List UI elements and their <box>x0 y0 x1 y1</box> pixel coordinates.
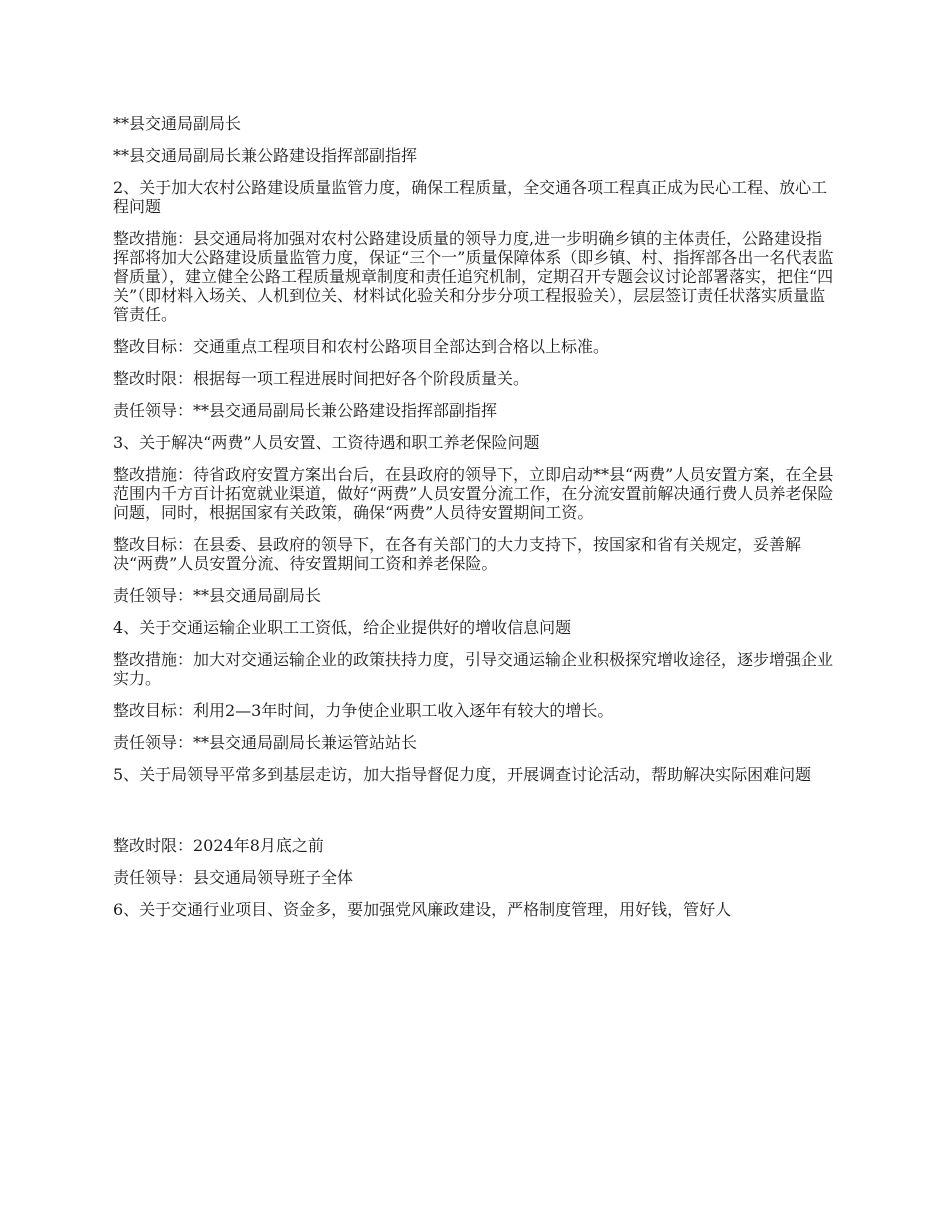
issue-4-leader: 责任领导：**县交通局副局长兼运管站站长 <box>113 733 418 752</box>
issue-4-goal: 整改目标：利用2—3年时间，力争使企业职工收入逐年有较大的增长。 <box>113 701 614 720</box>
issue-heading-5: 5、关于局领导平常多到基层走访，加大指导督促力度，开展调查讨论活动，帮助解决实际困难问题 <box>113 765 812 784</box>
issue-2-measures: 整改措施：县交通局将加强对农村公路建设质量的领导力度,进一步明确乡镇的主体责任，公路建设指挥部将加大公路建设质量监管力度，保证“三个一”质量保障体系（即乡镇、村、指挥部各出一名代表监督质量），建立健全公路工程质量规章制度和责任追究机制，定期召开专题会议讨论部署落实，把住“四关”（即材料入场关、人机到位关、材料试化验关和分步分项工程报验关），层层签订责任状落实质量监管责任。 <box>113 229 834 324</box>
leader-title-2: **县交通局副局长兼公路建设指挥部副指挥 <box>113 146 418 165</box>
issue-2-deadline: 整改时限：根据每一项工程进展时间把好各个阶段质量关。 <box>113 369 530 388</box>
issue-3-goal: 整改目标：在县委、县政府的领导下，在各有关部门的大力支持下，按国家和省有关规定，妥善解决“两费”人员安置分流、待安置期间工资和养老保险。 <box>113 535 802 573</box>
issue-5-deadline: 整改时限：2024年8月底之前 <box>113 836 324 855</box>
document-body <box>113 114 838 932</box>
issue-4-measures: 整改措施：加大对交通运输企业的政策扶持力度，引导交通运输企业积极探究增收途径，逐步增强企业实力。 <box>113 650 834 688</box>
issue-heading-6: 6、关于交通行业项目、资金多，要加强党风廉政建设，严格制度管理，用好钱，管好人 <box>113 900 732 919</box>
issue-3-leader: 责任领导：**县交通局副局长 <box>113 586 322 605</box>
issue-heading-3: 3、关于解决“两费”人员安置、工资待遇和职工养老保险问题 <box>113 433 540 452</box>
issue-heading-2: 2、关于加大农村公路建设质量监管力度，确保工程质量，全交通各项工程真正成为民心工程、放心工程问题 <box>113 178 828 216</box>
issue-2-goal: 整改目标：交通重点工程项目和农村公路项目全部达到合格以上标准。 <box>113 337 610 356</box>
issue-3-measures: 整改措施：待省政府安置方案出台后，在县政府的领导下，立即启动**县“两费”人员安置方案，在全县范围内千方百计拓宽就业渠道，做好“两费”人员安置分流工作，在分流安置前解决通行费人员养老保险问题，同时，根据国家有关政策，确保“两费”人员待安置期间工资。 <box>113 465 834 522</box>
blank-space <box>113 797 838 836</box>
issue-5-leader: 责任领导：县交通局领导班子全体 <box>113 868 354 887</box>
leader-title-1: **县交通局副局长 <box>113 114 242 133</box>
issue-heading-4: 4、关于交通运输企业职工工资低，给企业提供好的增收信息问题 <box>113 618 572 637</box>
issue-2-leader: 责任领导：**县交通局副局长兼公路建设指挥部副指挥 <box>113 401 498 420</box>
